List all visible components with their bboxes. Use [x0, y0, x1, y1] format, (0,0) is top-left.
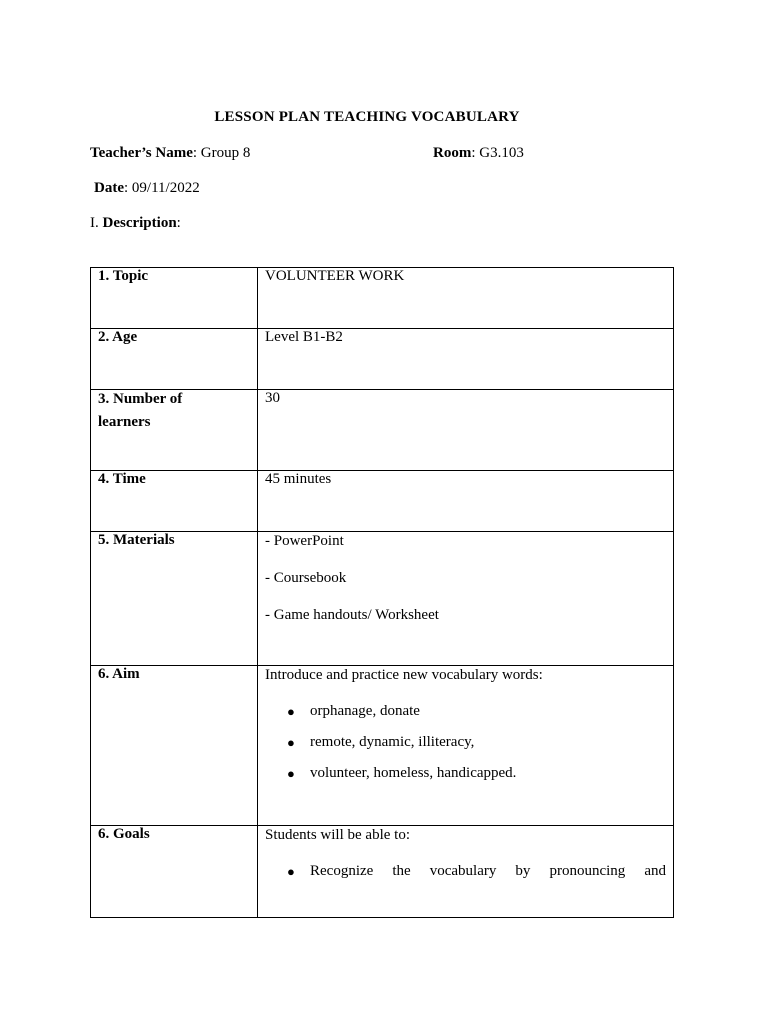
aim-list — [265, 702, 666, 783]
goals-key: 6. Goals — [91, 826, 258, 918]
materials-item: - Game handouts/ Worksheet — [265, 607, 439, 623]
section-number: I. — [90, 215, 103, 231]
teacher-name-line — [90, 145, 250, 162]
bullet-icon: ● — [287, 864, 295, 879]
description-table — [90, 267, 674, 918]
learners-key-line1: 3. Number of — [98, 391, 183, 407]
age-key: 2. Age — [91, 329, 258, 390]
bullet-icon: ● — [287, 735, 295, 750]
table-row-learners — [91, 390, 674, 471]
aim-key: 6. Aim — [91, 666, 258, 826]
section-heading — [90, 215, 181, 232]
date-line — [94, 180, 200, 197]
room-label: Room — [433, 145, 472, 161]
goals-content — [258, 826, 674, 918]
learners-key — [91, 390, 258, 471]
time-value: 45 minutes — [258, 471, 674, 532]
age-value: Level B1-B2 — [258, 329, 674, 390]
aim-intro: Introduce and practice new vocabulary words: — [265, 667, 543, 683]
topic-key: 1. Topic — [91, 268, 258, 329]
materials-item: - PowerPoint — [265, 533, 344, 549]
table-row-aim — [91, 666, 674, 826]
topic-value: VOLUNTEER WORK — [258, 268, 674, 329]
learners-key-line2: learners — [98, 414, 151, 430]
learners-value: 30 — [258, 390, 674, 471]
goals-item: ● Recognize the vocabulary by pronouncing and — [287, 863, 666, 879]
section-colon: : — [176, 215, 181, 231]
teacher-name-value: : Group 8 — [192, 145, 251, 161]
aim-item: ● volunteer, homeless, handicapped. — [287, 765, 517, 781]
bullet-icon: ● — [287, 766, 295, 781]
table-row-topic — [91, 268, 674, 329]
room-value: : G3.103 — [471, 145, 524, 161]
aim-content — [258, 666, 674, 826]
materials-item: - Coursebook — [265, 570, 347, 586]
teacher-name-label: Teacher’s Name — [90, 145, 193, 161]
room-line — [433, 145, 524, 162]
bullet-icon: ● — [287, 704, 295, 719]
table-row-goals — [91, 826, 674, 918]
table-row-age — [91, 329, 674, 390]
date-value: : 09/11/2022 — [124, 180, 200, 196]
goals-intro: Students will be able to: — [265, 827, 410, 843]
date-label: Date — [94, 180, 124, 196]
table-row-materials — [91, 532, 674, 666]
page-title: LESSON PLAN TEACHING VOCABULARY — [214, 109, 520, 125]
aim-item: ● orphanage, donate — [287, 703, 420, 719]
materials-list — [258, 532, 674, 666]
goals-list — [265, 862, 666, 881]
time-key: 4. Time — [91, 471, 258, 532]
aim-item: ● remote, dynamic, illiteracy, — [287, 734, 475, 750]
table-row-time — [91, 471, 674, 532]
materials-key: 5. Materials — [91, 532, 258, 666]
section-label: Description — [102, 215, 177, 231]
